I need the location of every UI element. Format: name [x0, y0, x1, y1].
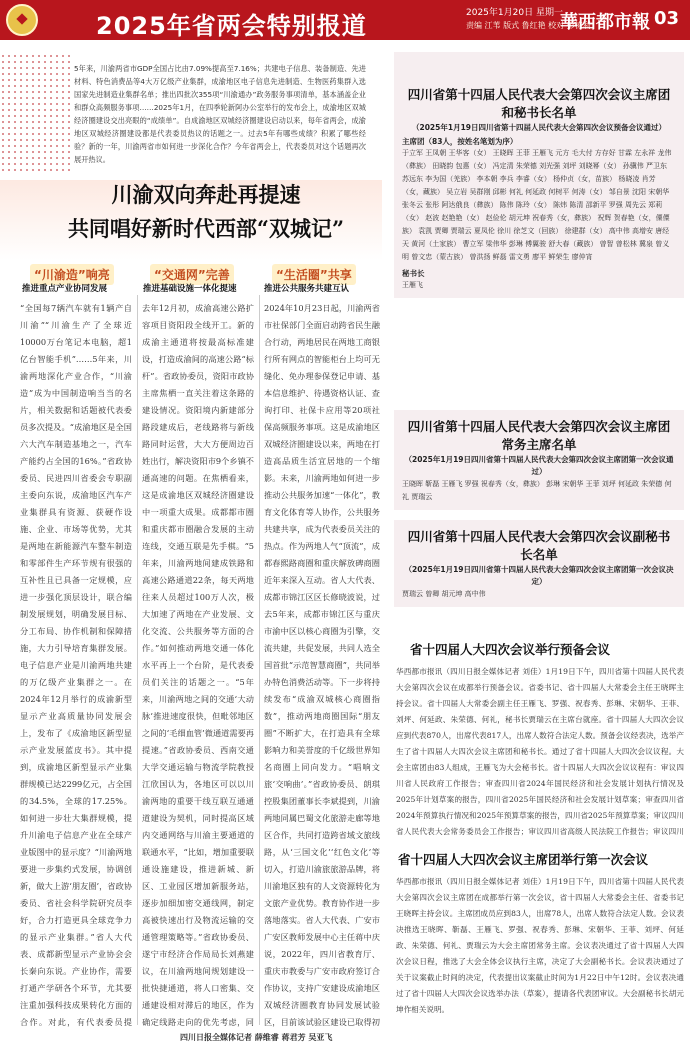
news-title-preparatory: 省十四届人大四次会议举行预备会议	[410, 642, 611, 657]
headline-line2: 共同唱好新时代西部“双城记”	[67, 216, 345, 241]
secretary-header: 秘书长	[402, 269, 425, 278]
column-divider	[259, 295, 260, 1025]
emblem-icon	[6, 4, 38, 36]
secretary-name: 王雁飞	[402, 281, 423, 289]
column-divider	[137, 295, 138, 1025]
appointment-title: 四川省第十四届人民代表大会第四次会议主席团常务主席名单	[407, 419, 671, 452]
presidium-header: 主席团（83人，按姓名笔划为序）	[402, 137, 518, 146]
appointment-title: 四川省第十四届人民代表大会第四次会议主席团和秘书长名单	[407, 87, 671, 120]
header-staff: 责编 江苇 版式 鲁红艳 校对 彭栋利	[466, 21, 591, 30]
appointment-note: （2025年1月19日四川省第十四届人民代表大会第四次会议主席团第一次会议通过）	[404, 455, 674, 476]
section-tag-life: “生活圈”共享	[272, 264, 356, 285]
appointment-note: （2025年1月19日四川省第十四届人民代表大会第四次会议预备会议通过）	[411, 123, 667, 132]
decorative-dots	[0, 53, 72, 173]
news-body-preparatory: 华西都市报讯（四川日报全媒体记者 刘佳）1月19日下午，四川省第十四届人民代表大会第四次会议在成都举行预备会议。省委书记、省十四届人大常委会主任王晓晖主持会议。省十四届人大常委会副主任王雁飞、罗强、祝春秀、彭琳、宋朝华、王菲、刘坪、何延政、朱荣德、何礼，秘书长贾瑞云在主席台就座。省十四届人大四次会议应到代表870人，出席代表817人，出席人数符合法定人数。预备会议经表决，选举产生了省十四届人大四次会议主席团和秘书长。通过了省十四届人大四次会议议程。大会主席团由83人组成，王雁飞为大会秘书长。省十四届人大四次会议议程有：审议四川省人民政府工作报告；审查四川省2024年国民经济和社会发展计划执行情况及2025年计划草案的报告，四川省2025年国民经济和社会发展计划草案；审查四川省2024年预算执行情况和2025年预算草案的报告，四川省2025年预算草案；审议四川省人民代表大会常务委员会工作报告；审议四川省高级人民法院工作报告；审议四川	[396, 667, 684, 836]
section-subtitle-industry: 推进重点产业协同发展	[22, 284, 108, 294]
appointment-box-deputy-secretary	[394, 520, 684, 607]
section-tag-transport: “交通网”完善	[150, 264, 234, 285]
main-headline	[26, 178, 386, 246]
appointment-title: 四川省第十四届人民代表大会第四次会议副秘书长名单	[407, 529, 671, 562]
page-footer: 四川日报全媒体记者 薛维睿 蒋君芳 吴亚飞	[180, 1033, 333, 1042]
news-body-presidium: 华西都市报讯（四川日报全媒体记者 刘佳）1月19日下午，四川省第十四届人民代表大会第四次会议主席团在成都举行第一次会议，省十四届人大常委会主任、省委书记王晓晖主持会议。主席团成员应到83人，出席78人，出席人数符合法定人数。会议表决推选王晓晖、靳磊、王雁飞、罗强、祝春秀、彭琳、宋朝华、王菲、刘坪、何延政、朱荣德、何礼、贾瑞云为大会主席团常务主席。会议表决通过了省十四届人大四次会议日程，推选了大会全体会议执行主席，决定了大会副秘书长。会议表决通过了关于议案截止时间的决定，代表提出议案截止时间为1月22日中午12时。会议表决通过了省十四届人大四次会议选举办法（草案），提请各代表团审议。大会副秘书长胡元坤作相关说明。	[396, 877, 684, 1014]
section-subtitle-life: 推进公共服务共建互认	[264, 284, 350, 294]
news-title-presidium: 省十四届人大四次会议主席团举行第一次会议	[398, 852, 649, 867]
section-subtitle-transport: 推进基础设施一体化提速	[143, 284, 237, 294]
deputy-secretary-names: 贾瑞云 曾卿 胡元坤 高中伟	[402, 590, 486, 598]
page-header	[0, 0, 690, 40]
appointment-box-standing	[394, 410, 684, 510]
article-column-industry: “全国每7辆汽车就有1辆产自川渝”“川渝生产了全球近10000万台笔记本电脑，超1亿台智能手机”……5年来，川渝两地深化产业合作，“川渝造”成为中国制造响当当的名片，相关数据和话题被代表委员多次提及。“成渝地区是全国六大汽车制造基地之一，汽车产能约占全国的16%。”省政协委员、民进四川省委会专职副主委向东说，成渝地区汽车产业集群具有资源、获硬作设施、企业、市场等优势，尤其是两地在新能源汽车整车制造和零部件生产环节规有很强的互补性且已具备一定规模，应进一步强化顶层设计，联合编制发展规划，明确发展目标、分工布局、协作机制和保障措施，大力引导培育集群发展。电子信息产业是川渝两地共建的万亿级产业集群之一。在2024年12月举行的成渝新型显示产业高质量协同发展会上，发布了《成渝地区新型显示产业发展蓝皮书》。其中提到，成渝地区新型显示产业集群规模已达2299亿元，占全国的34.5%，全球的17.25%。如何进一步壮大集群规模，提升川渝电子信息产业在全球产业版图中的显示度？“川渝两地要进一步集约式发展，协调创新，做大上游‘朋友圈’，省政协委员、省社会科学院研究员李好，合力打造更具全球竞争力的显示产业集群。”省人大代表、成都新型显示产业协会会长秦向东说。产业协作，需要打通产学研各个环节，尤其要注重加强科技成果转化方面的合作。对此，有代表委员提	[20, 303, 132, 1027]
article-column-transport: 去年12月初，成渝高速公路扩容项目资阳段全线开工。新的成渝主通道将按最高标准建设，打造成渝间的高速公路“标杆”。省政协委员，资阳市政协主席焦栖一直关注着这条路的建设情况。资阳境内新建部分路段建成后，老线路将与新线路同时运营，大大方便周边百姓出行，解决资阳市9个乡镇不通高速的问题。在焦栖看来，这是成渝地区双城经济圈建设中一项重大成果。成都都市圈和重庆都市圈融合发展的主动连线，交通互联是先手棋。“5年来，川渝两地间建成铁路和高速公路通道22条，每天两地往来人员超过100万人次，极大加速了两地在产业发展、文化交流、公共服务等方面的合作。”如何推动两地交通一体化水平再上一个台阶，是代表委员们关注的话题之一。“5年来，川渝两地之间的交通‘大动脉’推进速度很快，但毗邻地区之间的‘毛细血管’微通道需要再提速。”省政协委员、西南交通大学交通运输与物流学院教授江欣国认为，各地区可以以川渝两地的重要干线互联互通通道建设为契机，同时提高区域内交通网络与川渝主要通道的联通水平，“比如，增加重要联通设施建设，推进新城、新区、工业园区增加新服务站，逐步加细加密交通线网，制定高被快速出行及物流运输的交通管理策略等。”省政协委员、遂宁市经济合作局局长刘燕建议，在川渝两地间规划建设一批快捷通道，将人口密集、交通建设相对滞后的地区，作为确定线路走向的优先考虑，同	[142, 303, 254, 1027]
appointment-note: （2025年1月19日四川省第十四届人民代表大会第四次会议主席团第一次会议决定）	[404, 565, 674, 586]
intro-paragraph: 5年来，川渝两省市GDP全国占比由7.09%提高至7.16%；共建电子信息、装备制造、先进材料、特色消费品等4大万亿级产业集群，成渝地区电子信息先进制造、生物医药集群入选国家先进制造业集群名单；推出四批次355项“川渝通办”政务服务事项清单，基本涵盖企业和群众高频服务事项……2025年1月，在四季轮新阿办公室举行的发布会上，成渝地区双城经济圈建设交出亮眼的“成绩单”。自成渝地区双城经济圈建设启动以来，每年省两会，成渝地区双城经济圈建设都是代表委员热议的话题之一。过去5年有哪些成绩？积累了哪些经验？新的一年，川渝两省市如何进一步深化合作？今年省两会上，代表委员对这个话题再次展开热议。	[74, 64, 366, 164]
header-date: 2025年1月20日 星期一	[466, 8, 563, 18]
newspaper-logo: 華西都市報	[560, 12, 650, 33]
headline-line1: 川渝双向奔赴再提速	[111, 182, 301, 207]
presidium-names: 于立军 王凤朝 王华客（女） 王晓晖 王菲 王雁飞 元方 毛大付 方存好 甘霖 左永祥 龙伟（彝族） 田晓韵 包惠（女） 冯定清 朱荣德 刘光强 刘坪 刘晓幂（女） 孙骥伟 严卫东 苏远东 李为国（羌族） 李本朝 李兵 李睿（女） 杨仲贞（女，苗族） 杨晓凌 肖芳（女，藏族） 吴立岩 吴群刚 邱彬 何礼 何延政 何树平 何涛（女） 邹自景 沈阳 宋朝华 张冬云 张彤 阿达俄良（彝族） 陈伟 陈玲（女） 陈炜 陈清 邵新平 罗强 周先云 郑莉（女） 赵波 赵艳艳（女） 赵俭伦 胡元坤 祝春秀（女，彝族） 祝辉 贺春艳（女，傈僳族） 袁凯 贾卿 贾瑞云 夏凤伦 徐川 徐芝文（回族） 徐建群（女） 高中伟 高增安 唐经天 黄河（土家族） 曹立军 梁伟华 彭琳 傅翼骏 舒大春（藏族） 曾智 曾松林 冀泉 曾义明 曾文忠（蒙古族） 曾洪扬 鲜磊 雷文勇 廖平 鲜荣生 廖仲宵	[402, 149, 672, 261]
page-number: 03	[654, 8, 680, 29]
banner-title: 2025年省两会特别报道	[96, 12, 367, 40]
article-column-life: 2024年10月23日起，川渝两省市社保部门全面启动跨省民生融合行动，两地居民在两地工商银行所有网点的智能柜台上均可无缝化、免办理参保登记申请、基本信息维护、待遇资格认证、查询打印、社保卡应用等20项社保高频服务事项。这是成渝地区双城经济圈建设以来，两地在打造高品质生活宜居地的一个缩影。未来，川渝两地如何进一步推动公共服务加速“一体化”，教育文化体育等人协作，公共服务共建共享，成为代表委员关注的热点。作为两地人气“顶流”，成都春熙路商圈和重庆解放碑商圈近年来深入互动。省人大代表、成都市锦江区区长修晓波说，过去5年来，成都市锦江区与重庆市渝中区以核心商圈为引擎，交流共建，共促发展，共同人选全国首批“示范智慧商圈”，共同举办特色消费活动等。下一步将持续发布“成渝双城核心商圈指数”，推动两地商圈国际“朋友圈”不断扩大，在打造具有全球影响力和美誉度的千亿级世界知名商圈上同向发力。“唱响文旅‘交响曲’。”省政协委员、朗琪控股集团董事长李斌提到，川渝两地同属巴蜀文化旅游走廊等地区合作，共同打造跨省域文旅线路，从‘三国文化’‘红色文化’等切入，打造川渝旅旅游品牌，将川渝地区独有的人文资源转化为文旅产业优势。教育协作进一步落地落实。省人大代表、广安市广安区教师发展中心主任蒋中庆说，2022年，四川省教育厅、重庆市教委与广安市政府签订合作协议，支持广安建设成渝地区双城经济圈教育协同发展试验区，目前该试验区建设已取得初	[264, 303, 380, 1027]
section-tag-industry: “川渝造”响亮	[30, 264, 114, 285]
standing-names: 王晓晖 靳磊 王雁飞 罗强 祝春秀（女，彝族） 彭琳 宋朝华 王菲 刘坪 何延政 朱荣德 何礼 贾瑞云	[402, 480, 672, 501]
appointment-box-presidium	[394, 52, 684, 298]
